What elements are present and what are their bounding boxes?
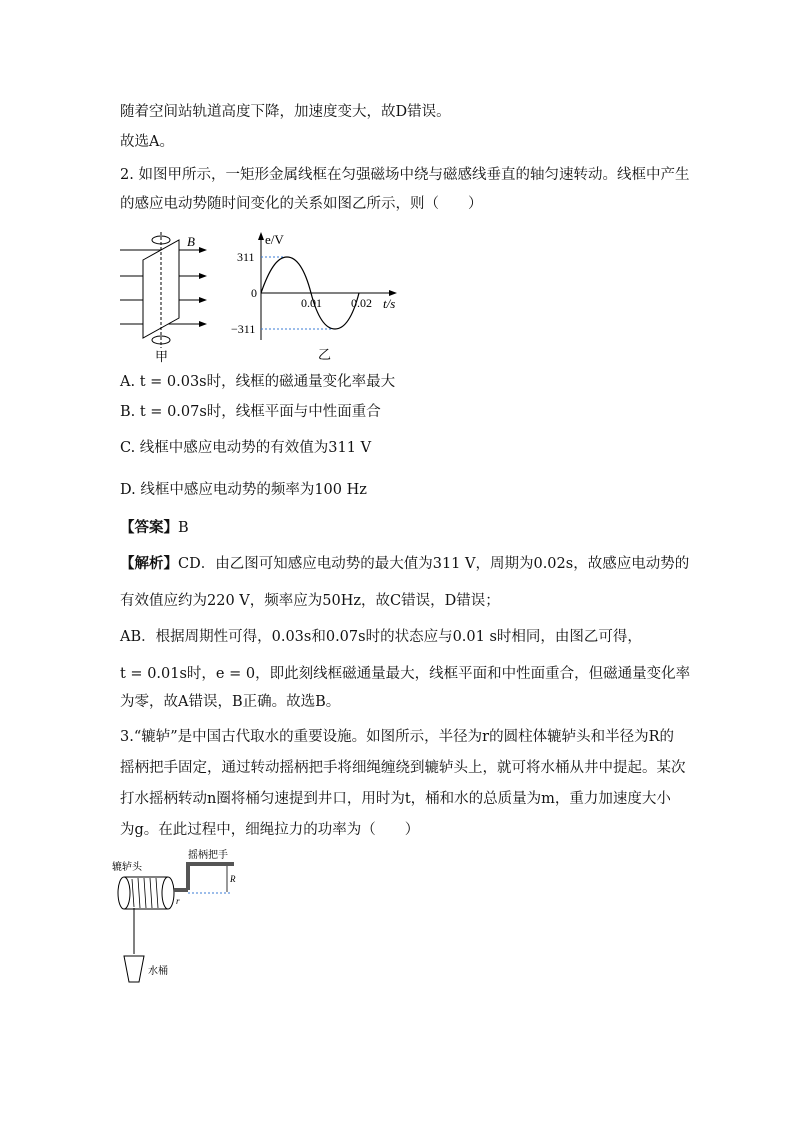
figure-yi-emf-graph bbox=[225, 228, 415, 366]
option-d: D. 线框中感应电动势的频率为100 Hz bbox=[120, 482, 367, 498]
figure-windlass bbox=[110, 846, 250, 986]
label-drum-head: 辘轳头 bbox=[112, 862, 142, 873]
text-line-2: 故选A。 bbox=[120, 134, 174, 150]
explanation-text-1: CD．由乙图可知感应电动势的最大值为311 V，周期为0.02s，故感应电动势的 bbox=[178, 556, 690, 572]
caption-yi: 乙 bbox=[318, 347, 332, 362]
x-axis-label: t/s bbox=[383, 296, 396, 311]
question-3-stem-2: 摇柄把手固定，通过转动摇柄把手将细绳缠绕到辘轳头上，就可将水桶从井中提起。某次 bbox=[120, 760, 686, 776]
answer-line bbox=[120, 518, 189, 538]
option-a: A. t = 0.03s时，线框的磁通量变化率最大 bbox=[120, 374, 396, 390]
explanation-line-2: 有效值应约为220 V，频率应为50Hz，故C错误，D错误； bbox=[120, 593, 500, 609]
tick-002: 0.02 bbox=[351, 296, 372, 310]
drum-left-end bbox=[118, 877, 130, 909]
drum-right-end bbox=[162, 877, 174, 909]
answer-value: B bbox=[178, 520, 189, 536]
question-2-stem-1: 2. 如图甲所示，一矩形金属线框在匀强磁场中绕与磁感线垂直的轴匀速转动。线框中产生 bbox=[120, 167, 690, 183]
tick-001: 0.01 bbox=[301, 296, 322, 310]
label-r: r bbox=[176, 896, 180, 906]
explanation-line-1 bbox=[120, 554, 689, 574]
tick-311: 311 bbox=[237, 250, 255, 264]
explanation-line-3: AB．根据周期性可得，0.03s和0.07s时的状态应与0.01 s时相同，由图乙可得， bbox=[120, 629, 642, 645]
bucket-icon bbox=[124, 956, 144, 982]
option-b: B. t = 0.07s时，线框平面与中性面重合 bbox=[120, 404, 381, 420]
label-bucket: 水桶 bbox=[148, 966, 168, 977]
answer-tag: 【答案】 bbox=[120, 519, 178, 536]
figure-jia-rotating-coil bbox=[115, 230, 215, 365]
text-line-1: 随着空间站轨道高度下降，加速度变大，故D错误。 bbox=[120, 104, 451, 120]
question-3-stem-4: 为g。在此过程中，细绳拉力的功率为（ ） bbox=[120, 822, 420, 838]
label-R: R bbox=[230, 874, 236, 884]
caption-jia: 甲 bbox=[155, 349, 169, 364]
explanation-line-4: t = 0.01s时，e = 0，即此刻线框磁通量最大，线框平面和中性面重合，但磁通量变化率 bbox=[120, 666, 691, 682]
y-axis-label: e/V bbox=[265, 232, 284, 247]
rope-coils bbox=[132, 878, 158, 908]
option-c: C. 线框中感应电动势的有效值为311 V bbox=[120, 440, 372, 456]
label-B: B bbox=[187, 234, 195, 249]
question-3-stem-1: 3.“辘轳”是中国古代取水的重要设施。如图所示，半径为r的圆柱体辘轳头和半径为R的 bbox=[120, 729, 675, 745]
label-crank-handle: 摇柄把手 bbox=[188, 850, 228, 861]
question-3-stem-3: 打水摇柄转动n圈将桶匀速提到井口，用时为t，桶和水的总质量为m，重力加速度大小 bbox=[120, 791, 671, 807]
explanation-tag: 【解析】 bbox=[120, 555, 178, 572]
tick-neg-311: −311 bbox=[231, 322, 256, 336]
origin-label: 0 bbox=[251, 286, 257, 300]
question-2-stem-2: 的感应电动势随时间变化的关系如图乙所示，则（ ） bbox=[120, 196, 483, 212]
explanation-line-5: 为零，故A错误，B正确。故选B。 bbox=[120, 694, 341, 710]
